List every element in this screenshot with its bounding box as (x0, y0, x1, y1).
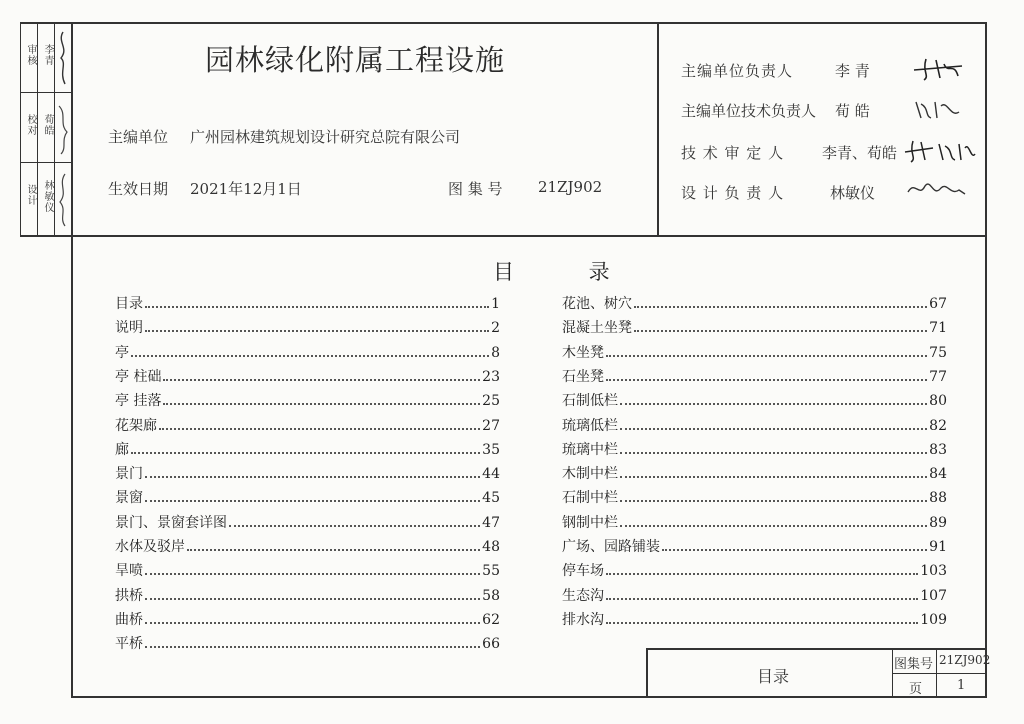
toc-entry (115, 317, 500, 335)
toc-entry-title: 廊 (115, 441, 129, 458)
toc-entry-page: 91 (929, 539, 947, 555)
toc-entry (562, 585, 947, 603)
toc-leader-dots (634, 330, 927, 332)
toc-entry (115, 463, 500, 481)
header-divider (657, 22, 659, 236)
signature-image (913, 96, 963, 122)
toc-leader-dots (634, 306, 927, 308)
toc-entry-page: 66 (482, 636, 500, 653)
toc-leader-dots (606, 573, 918, 575)
toc-entry (115, 366, 500, 384)
toc-entry (562, 463, 947, 481)
toc-leader-dots (131, 452, 480, 454)
toc-entry-title: 广场、园路铺装 (562, 539, 660, 555)
toc-entry-page: 45 (482, 490, 500, 507)
toc-entry-page: 109 (920, 611, 947, 628)
toc-entry-title: 景门、景窗套详图 (115, 514, 227, 531)
toc-entry-page: 83 (929, 441, 947, 458)
toc-leader-dots (229, 525, 480, 527)
toc-entry-title: 花池、树穴 (562, 296, 632, 312)
toc-entry (562, 293, 947, 311)
toc-entry-title: 亭 (115, 344, 129, 361)
toc-leader-dots (145, 598, 480, 600)
sidebar-name-design: 林敏仪 (42, 180, 53, 213)
toc-leader-dots (620, 500, 927, 502)
toc-leader-dots (187, 549, 480, 551)
toc-entry-page: 48 (482, 539, 500, 555)
toc-entry (115, 536, 500, 554)
responsible-name: 李 青 (835, 62, 870, 80)
toc-entry-title: 停车场 (562, 563, 604, 580)
toc-leader-dots (145, 573, 480, 575)
toc-entry-page: 77 (929, 368, 947, 385)
toc-entry-page: 107 (920, 587, 947, 604)
toc-entry (115, 585, 500, 603)
frame-top (20, 22, 987, 24)
frame-bottom (71, 696, 987, 698)
signature-image (55, 28, 71, 88)
toc-leader-dots (159, 428, 480, 430)
toc-entry-title: 琉璃低栏 (562, 417, 618, 434)
sidebar-role-design: 设计 (25, 184, 36, 206)
toc-entry-title: 说明 (115, 320, 143, 337)
signature-image (903, 138, 977, 164)
toc-entry-page: 103 (920, 563, 947, 580)
toc-entry-page: 8 (491, 344, 500, 361)
title-block-atlas-no: 21ZJ902 (939, 653, 991, 667)
toc-entry (115, 293, 500, 311)
toc-entry-title: 木坐凳 (562, 344, 604, 361)
toc-leader-dots (662, 549, 927, 551)
toc-leader-dots (620, 476, 927, 478)
sidebar-name-check: 荀皓 (42, 114, 53, 136)
toc-entry-title: 景门 (115, 466, 143, 483)
responsible-role: 设 计 负 责 人 (681, 184, 785, 202)
toc-entry (562, 536, 947, 554)
toc-leader-dots (620, 428, 927, 430)
toc-leader-dots (163, 379, 480, 381)
toc-entry-title: 石坐凳 (562, 368, 604, 385)
toc-leader-dots (163, 403, 480, 405)
title-block-page-no: 1 (957, 678, 966, 693)
toc-entry-title: 旱喷 (115, 563, 143, 580)
toc-entry (115, 342, 500, 360)
frame-right (985, 22, 987, 698)
toc-entry-page: 1 (491, 296, 500, 312)
toc-leader-dots (620, 525, 927, 527)
atlas-no-label: 图 集 号 (448, 180, 503, 198)
toc-leader-dots (145, 622, 480, 624)
signature-image (55, 98, 71, 158)
title-block-atlas-label: 图集号 (894, 657, 934, 672)
toc-entry-title: 曲桥 (115, 611, 143, 628)
toc-entry-page: 82 (929, 417, 947, 434)
toc-entry-page: 62 (482, 611, 500, 628)
toc-leader-dots (606, 355, 927, 357)
toc-entry-title: 木制中栏 (562, 466, 618, 483)
toc-entry (115, 487, 500, 505)
toc-leader-dots (145, 306, 489, 308)
sidebar-name-review: 李青 (42, 44, 53, 66)
toc-entry (562, 439, 947, 457)
toc-entry-title: 花架廊 (115, 417, 157, 434)
toc-entry-title: 平桥 (115, 636, 143, 653)
toc-entry (115, 512, 500, 530)
header-bottom-line (20, 235, 987, 237)
toc-heading: 目 录 (493, 260, 644, 284)
toc-entry-page: 89 (929, 514, 947, 531)
toc-entry (562, 342, 947, 360)
toc-leader-dots (620, 403, 927, 405)
toc-leader-dots (606, 598, 918, 600)
toc-entry-title: 钢制中栏 (562, 514, 618, 531)
toc-entry (115, 390, 500, 408)
toc-leader-dots (145, 646, 480, 648)
toc-entry-page: 58 (482, 587, 500, 604)
toc-entry-page: 35 (482, 441, 500, 458)
toc-entry-page: 47 (482, 514, 500, 531)
title-block-name: 目录 (757, 667, 790, 686)
responsible-name: 荀 皓 (835, 102, 870, 120)
toc-entry-page: 23 (482, 368, 500, 385)
toc-entry-page: 71 (929, 320, 947, 337)
toc-entry-page: 84 (929, 466, 947, 483)
toc-entry (115, 609, 500, 627)
toc-entry (562, 390, 947, 408)
toc-entry (562, 487, 947, 505)
toc-entry-page: 55 (482, 563, 500, 580)
toc-leader-dots (145, 500, 480, 502)
toc-entry (115, 439, 500, 457)
toc-entry-title: 拱桥 (115, 587, 143, 604)
toc-entry-title: 亭 柱础 (115, 368, 162, 385)
responsible-role: 主编单位负责人 (681, 62, 794, 80)
page-title: 园林绿化附属工程设施 (205, 43, 506, 77)
toc-entry-page: 75 (929, 344, 947, 361)
responsible-name: 林敏仪 (830, 184, 876, 202)
toc-entry (115, 415, 500, 433)
signature-image (912, 56, 964, 82)
toc-entry-title: 排水沟 (562, 611, 604, 628)
toc-entry-title: 目录 (115, 296, 143, 312)
toc-leader-dots (606, 379, 927, 381)
toc-leader-dots (606, 622, 918, 624)
toc-leader-dots (131, 355, 489, 357)
effective-date: 2021年12月1日 (190, 180, 302, 198)
toc-entry (115, 560, 500, 578)
responsible-role: 技 术 审 定 人 (681, 144, 785, 162)
signature-image (905, 176, 967, 202)
toc-entry (562, 415, 947, 433)
toc-leader-dots (145, 476, 480, 478)
sidebar-role-check: 校对 (25, 114, 36, 136)
toc-entry-page: 80 (929, 393, 947, 410)
frame-left (71, 22, 73, 698)
toc-entry-title: 石制中栏 (562, 490, 618, 507)
editor-unit-label: 主编单位 (108, 128, 169, 146)
toc-entry-title: 琉璃中栏 (562, 441, 618, 458)
toc-entry (562, 560, 947, 578)
toc-entry-page: 27 (482, 417, 500, 434)
toc-entry-title: 混凝土坐凳 (562, 320, 632, 337)
toc-entry (562, 609, 947, 627)
toc-leader-dots (145, 330, 489, 332)
toc-leader-dots (620, 452, 927, 454)
signature-image (55, 168, 71, 228)
toc-entry (562, 366, 947, 384)
responsible-role: 主编单位技术负责人 (681, 102, 817, 120)
toc-entry-page: 25 (482, 393, 500, 410)
toc-entry-title: 石制低栏 (562, 393, 618, 410)
toc-entry-title: 水体及驳岸 (115, 539, 185, 555)
editor-unit: 广州园林建筑规划设计研究总院有限公司 (190, 128, 461, 146)
toc-entry (562, 317, 947, 335)
toc-entry (562, 512, 947, 530)
toc-entry-title: 生态沟 (562, 587, 604, 604)
toc-entry (115, 633, 500, 651)
toc-entry-page: 2 (491, 320, 500, 337)
toc-entry-page: 44 (482, 466, 500, 483)
toc-entry-title: 景窗 (115, 490, 143, 507)
atlas-no: 21ZJ902 (538, 178, 603, 196)
toc-entry-page: 88 (929, 490, 947, 507)
sidebar-role-review: 审核 (25, 44, 36, 66)
responsible-name: 李青、荀皓 (822, 144, 898, 162)
effective-date-label: 生效日期 (108, 180, 169, 198)
title-block-page-label: 页 (909, 682, 923, 697)
toc-entry-page: 67 (929, 296, 947, 312)
toc-entry-title: 亭 挂落 (115, 393, 162, 410)
